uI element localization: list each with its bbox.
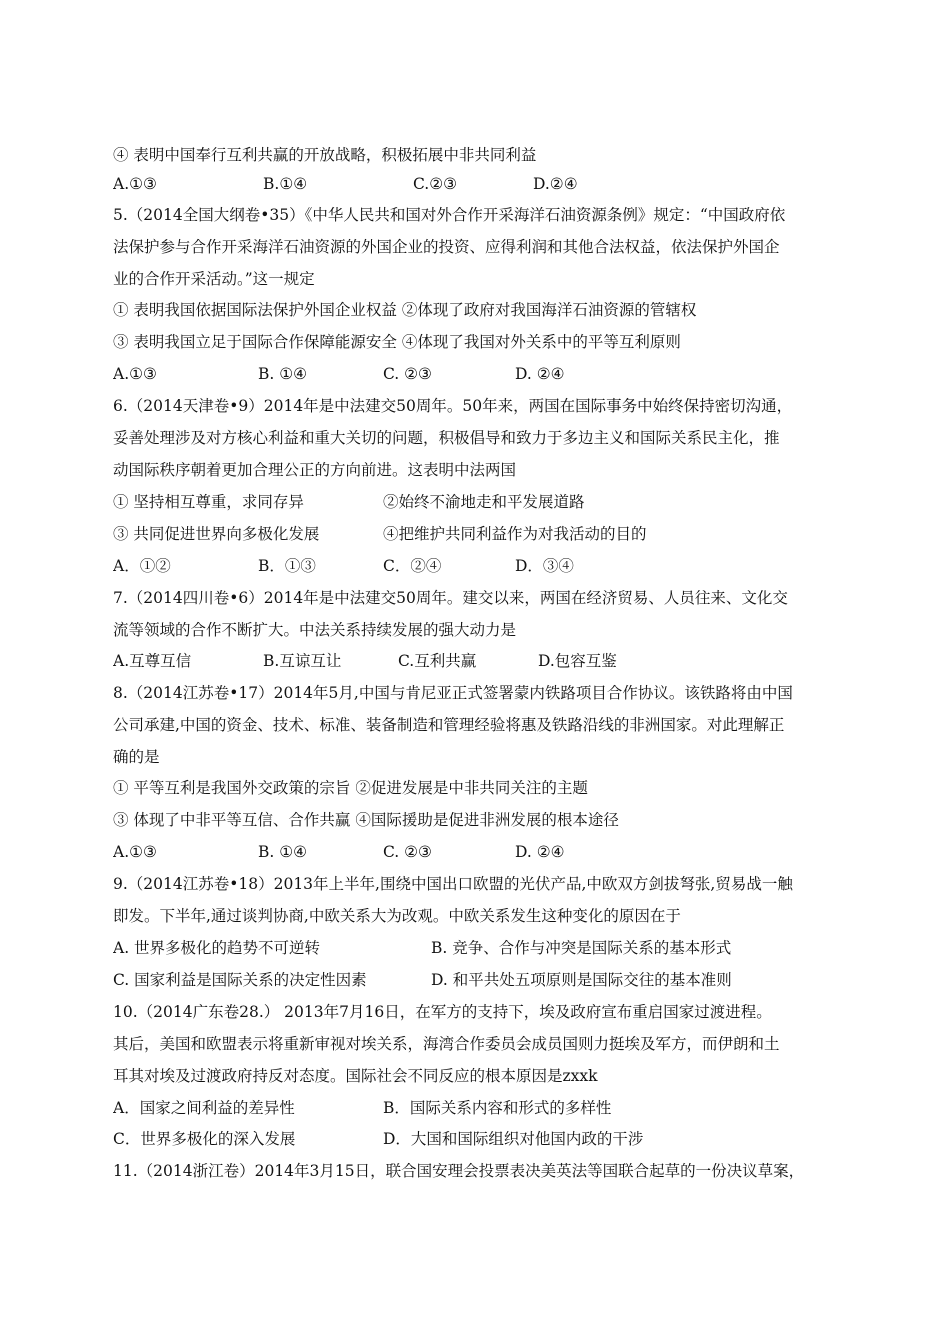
options-row <box>113 173 853 195</box>
option-item: C．②④ <box>383 557 442 575</box>
option-item: ④把维护共同利益作为对我活动的目的 <box>383 525 647 543</box>
option-item: C．世界多极化的深入发展 <box>113 1130 296 1148</box>
option-item: A．①② <box>113 557 171 575</box>
text-line: 7.（2014四川卷•6）2014年是中法建交50周年。建交以来，两国在经济贸易、人员往来、文化交 <box>113 589 788 607</box>
text-line: 6.（2014天津卷•9）2014年是中法建交50周年。50年来，两国在国际事务中始终保持密切沟通， <box>113 397 793 415</box>
text-line: 流等领域的合作不断扩大。中法关系持续发展的强大动力是 <box>113 621 517 639</box>
text-line: 8.（2014江苏卷•17）2014年5月,中国与肯尼亚正式签署蒙内铁路项目合作协议。该铁路将由中国 <box>113 684 793 702</box>
options-row <box>113 841 853 863</box>
options-row <box>113 491 853 513</box>
text-line: ④ 表明中国奉行互利共赢的开放战略，积极拓展中非共同利益 <box>113 146 537 164</box>
text-line: 确的是 <box>113 748 160 766</box>
text-line: 即发。下半年,通过谈判协商,中欧关系大为改观。中欧关系发生这种变化的原因在于 <box>113 907 681 925</box>
text-line: 动国际秩序朝着更加合理公正的方向前进。这表明中法两国 <box>113 461 517 479</box>
option-item: C. ②③ <box>383 843 432 861</box>
option-item: D. ②④ <box>515 843 565 861</box>
option-item: D. ②④ <box>515 365 565 383</box>
option-item: D.②④ <box>533 175 578 193</box>
options-row <box>113 363 853 385</box>
text-line: 5.（2014全国大纲卷•35）《中华人民共和国对外合作开采海洋石油资源条例》规定：“中国政府依 <box>113 206 786 224</box>
text-line: 法保护参与合作开采海洋石油资源的外国企业的投资、应得利润和其他合法权益，依法保护外国企 <box>113 238 780 256</box>
option-item: B. 竞争、合作与冲突是国际关系的基本形式 <box>431 939 732 957</box>
option-item: C. ②③ <box>383 365 432 383</box>
options-row <box>113 937 853 959</box>
text-line: 其后，美国和欧盟表示将重新审视对埃关系，海湾合作委员会成员国则力挺埃及军方，而伊朗和土 <box>113 1035 780 1053</box>
option-item: B．国际关系内容和形式的多样性 <box>383 1099 612 1117</box>
option-item: A.①③ <box>113 365 157 383</box>
text-line: 妥善处理涉及对方核心利益和重大关切的问题，积极倡导和致力于多边主义和国际关系民主化，推 <box>113 429 780 447</box>
options-row <box>113 969 853 991</box>
option-item: C. 国家利益是国际关系的决定性因素 <box>113 971 367 989</box>
text-line: ③ 表明我国立足于国际合作保障能源安全 ④体现了我国对外关系中的平等互利原则 <box>113 333 681 351</box>
option-item: B. ①④ <box>258 365 308 383</box>
text-line: 11.（2014浙江卷）2014年3月15日，联合国安理会投票表决美英法等国联合起草的一份决议草案， <box>113 1162 805 1180</box>
option-item: B. ①④ <box>258 843 308 861</box>
options-row <box>113 523 853 545</box>
option-item: A.①③ <box>113 175 157 193</box>
option-item: ① 坚持相互尊重，求同存异 <box>113 493 304 511</box>
option-item: C.互利共赢 <box>398 652 477 670</box>
text-line: ① 表明我国依据国际法保护外国企业权益 ②体现了政府对我国海洋石油资源的管辖权 <box>113 301 697 319</box>
text-line: ① 平等互利是我国外交政策的宗旨 ②促进发展是中非共同关注的主题 <box>113 779 588 797</box>
text-line: ③ 体现了中非平等互信、合作共赢 ④国际援助是促进非洲发展的根本途径 <box>113 811 619 829</box>
text-line: 公司承建,中国的资金、技术、标准、装备制造和管理经验将惠及铁路沿线的非洲国家。对此理解正 <box>113 716 785 734</box>
option-item: D．③④ <box>515 557 574 575</box>
options-row <box>113 1097 853 1119</box>
options-row <box>113 1128 853 1150</box>
option-item: ③ 共同促进世界向多极化发展 <box>113 525 320 543</box>
options-row <box>113 555 853 577</box>
option-item: C.②③ <box>413 175 458 193</box>
option-item: D. 和平共处五项原则是国际交往的基本准则 <box>431 971 732 989</box>
text-line: 业的合作开采活动。”这一规定 <box>113 270 315 288</box>
text-line: 耳其对埃及过渡政府持反对态度。国际社会不同反应的根本原因是zxxk <box>113 1067 598 1085</box>
option-item: D.包容互鉴 <box>538 652 617 670</box>
option-item: B.互谅互让 <box>263 652 342 670</box>
text-line: 9.（2014江苏卷•18）2013年上半年,围绕中国出口欧盟的光伏产品,中欧双方剑拔弩张,贸易战一触 <box>113 875 793 893</box>
option-item: A.互尊互信 <box>113 652 192 670</box>
option-item: ②始终不渝地走和平发展道路 <box>383 493 585 511</box>
text-line: 10.（2014广东卷28.） 2013年7月16日，在军方的支持下，埃及政府宣布重启国家过渡进程。 <box>113 1003 772 1021</box>
option-item: B.①④ <box>263 175 308 193</box>
option-item: A.①③ <box>113 843 157 861</box>
option-item: D．大国和国际组织对他国内政的干涉 <box>383 1130 644 1148</box>
option-item: A．国家之间利益的差异性 <box>113 1099 295 1117</box>
options-row <box>113 650 853 672</box>
option-item: B．①③ <box>258 557 316 575</box>
option-item: A. 世界多极化的趋势不可逆转 <box>113 939 321 957</box>
